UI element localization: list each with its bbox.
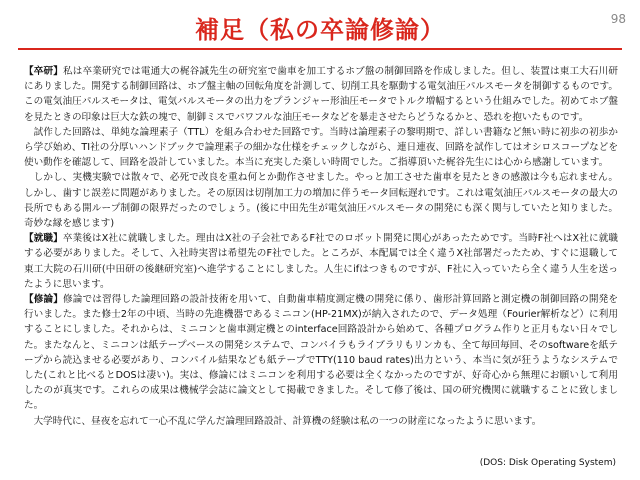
graduation-tag: 【卒研】	[24, 66, 63, 77]
footnote: (DOS: Disk Operating System)	[479, 458, 616, 468]
masters-text: 修論では習得した論理回路の設計技術を用いて、自動歯車精度測定機の開発に係り、歯形計算回路と測定機の制御回路の開発を行いました。また修士2年の中頃、当時の先進機器であるミニコン(HP-21MX)が納入されたので、データ処理（Fourier解析など）に利用することにしました。それからは、ミニコンと歯車測定機とのinterface回路設計から始めて、各種プログラム作りと正月もない日々でした。またなんと、ミニコンは紙テープベースの開発システムで、コンパイラもライブラリもリンカも、全て毎回毎回、そのsoftwareを紙テープから読込ませる必要があり、コンパイル結果なども紙テープでTTY(110 baud rates)出力という、本当に気が狂うようなシステムでした(これと比べるとDOSは凄い)。実は、修論にはミニコンを利用する必要は全くなかったのですが、好奇心から無理にお願いして利用したのが真実です。これらの成果は機械学会誌に論文として掲載できました。そして修了後は、国の研究機関に就職することに致しました。	[24, 294, 619, 412]
employment-paragraph	[24, 231, 618, 292]
employment-tag: 【就職】	[24, 233, 63, 245]
graduation-text: 私は卒業研究では電通大の梶谷誠先生の研究室で歯車を加工するホブ盤の制御回路を作成しました。但し、装置は東工大石川研にありました。開発する制御回路は、ホブ盤主軸の回転角度を計測して、切削工具を駆動する電気油圧パルスモータを制御するものです。この電気油圧パルスモータは、電気パルスモータの出力をプランジャー形油圧モータでトルク増幅するという仕組みでした。初めてホブ盤を見たときの印象は巨大な鉄の塊で、制御ミスでパワフルな油圧モータなどを暴走させたらどうなるかと、恐れを抱いたものです。	[24, 66, 619, 123]
page-number: 98	[610, 12, 626, 26]
employment-text: 卒業後はX社に就職しました。理由はX社の子会社であるF社でのロボット開発に関心があったためです。当時F社へはX社に就職する必要がありました。そして、入社時実習は希望先のF社でした。ところが、本配属では全く違うX社部署だったため、すぐに退職して東工大院の石川研(中田研の後継研究室)へ進学することにしました。人生にifはつきものですが、F社に入っていたら全く違う人生を送ったように思います。	[24, 233, 619, 290]
slide-body	[24, 64, 618, 429]
graduation-paragraph-2: 試作した回路は、単純な論理素子（TTL）を組み合わせた回路です。当時は論理素子の黎明期で、詳しい書籍など無い時に初歩の初歩から学び始め、TI社の分厚いハンドブックで論理素子の細かな仕様をチェックしながら、連日連夜、回路を試作してはオシロスコープなどを使い動作を確認して、回路を設計していました。本当に充実した楽しい時間でした。ご指導頂いた梶谷先生には心から感謝しています。	[24, 126, 618, 169]
graduation-paragraph	[24, 64, 618, 125]
graduation-paragraph-3: しかし、実機実験では散々で、必死で改良を重ね何とか動作させました。やっと加工させた歯車を見たときの感激は今も忘れません。しかし、歯すじ誤差に問題がありました。その原因は切削加工力の増加に伴うモータ回転遅れです。これは電気油圧パルスモータの最大の長所でもある開ループ制御の限界だったのでしょう。(後に中田先生が電気油圧パルスモータの開発にも深く関与していたと知りました。奇妙な縁を感じます)	[24, 172, 618, 230]
masters-paragraph	[24, 292, 618, 414]
slide-title: 補足（私の卒論修論）	[195, 16, 445, 44]
masters-paragraph-2: 大学時代に、昼夜を忘れて一心不乱に学んだ論理回路設計、計算機の経験は私の一つの財産になったように思います。	[33, 415, 542, 427]
title-divider	[18, 48, 622, 50]
masters-tag: 【修論】	[24, 294, 63, 306]
